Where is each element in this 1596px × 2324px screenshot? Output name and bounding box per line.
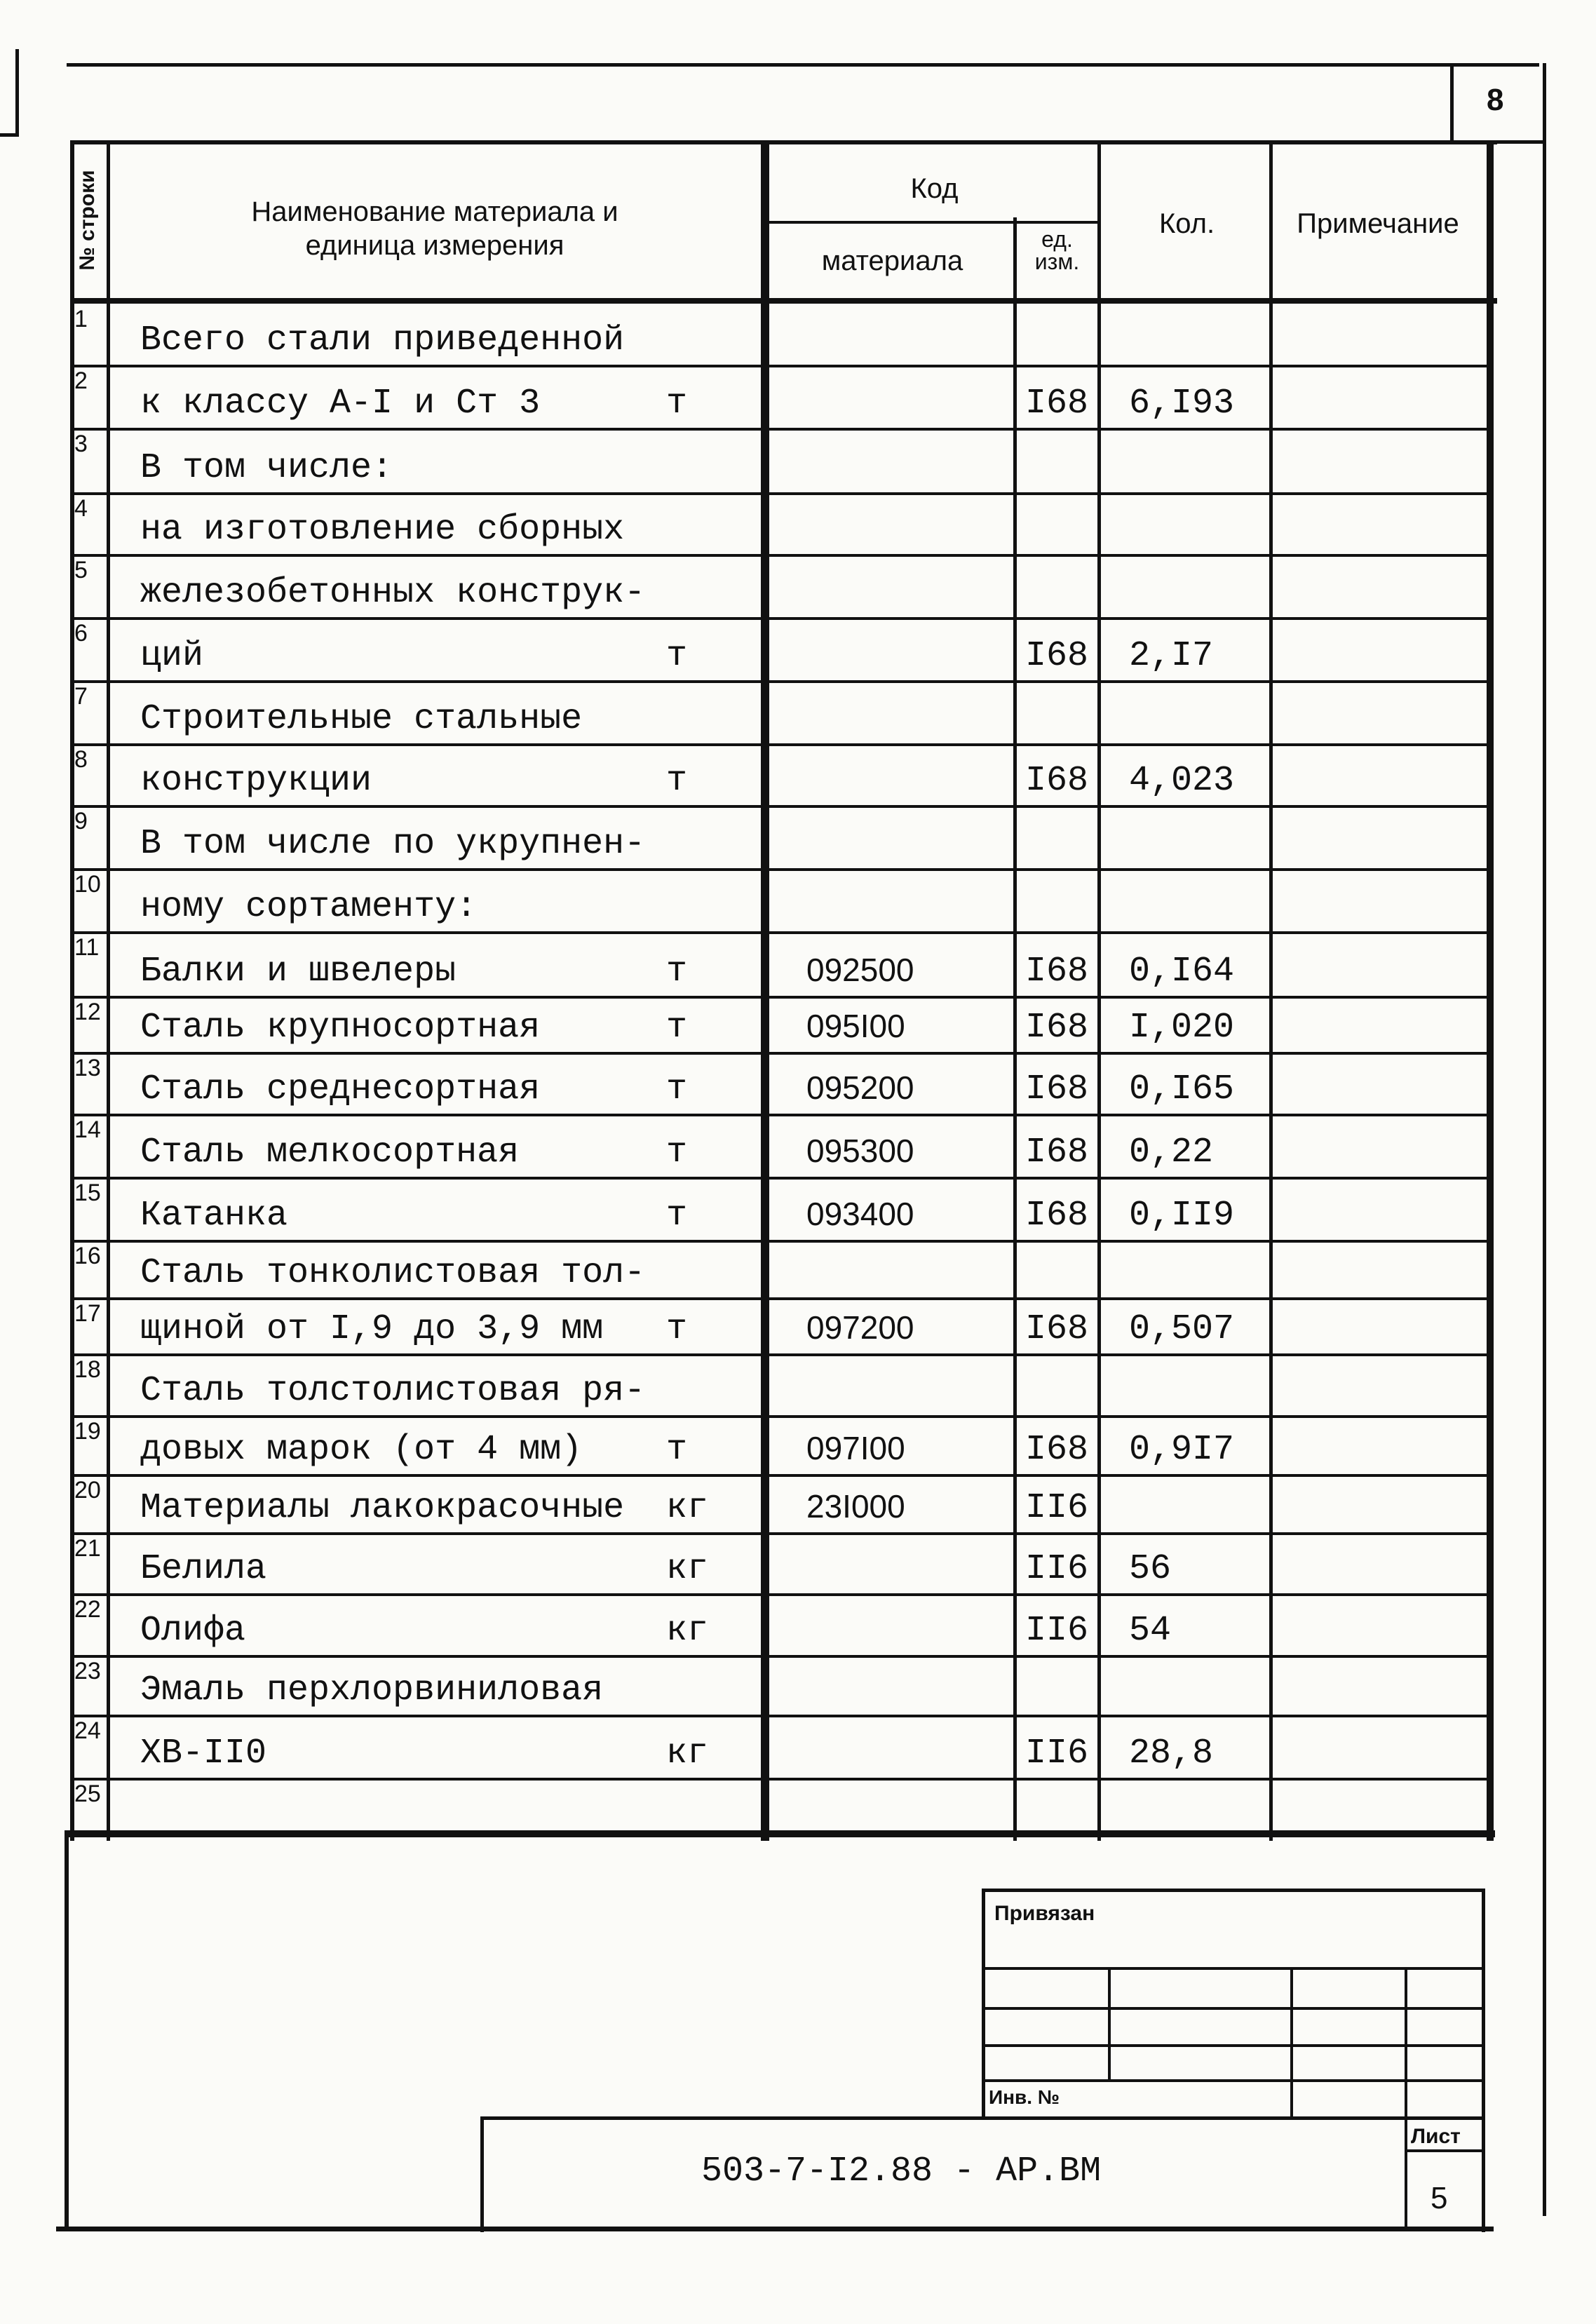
material-name: Олифа	[140, 1611, 246, 1651]
material-name: щиной от I,9 до 3,9 мм	[140, 1309, 604, 1349]
row-number: 24	[74, 1717, 101, 1744]
material-name: Строительные стальные	[140, 699, 583, 739]
table-row	[0, 1778, 1596, 1834]
sheet-corner-number: 8	[1487, 83, 1504, 117]
material-code: 095300	[806, 1133, 914, 1169]
header-note: Примечание	[1297, 208, 1459, 239]
row-number: 23	[74, 1658, 101, 1684]
row-number: 22	[74, 1596, 101, 1623]
table-row	[0, 680, 1596, 743]
header-qty: Кол.	[1158, 208, 1215, 239]
unit-code: I68	[1025, 1196, 1089, 1236]
quantity: 0,I65	[1129, 1069, 1235, 1109]
row-number: 1	[74, 306, 88, 332]
material-name: ному сортаменту:	[140, 887, 478, 927]
header-name: Наименование материала и единица измерения	[251, 196, 618, 261]
unit: кг	[666, 1488, 709, 1528]
table-row	[0, 1353, 1596, 1415]
material-name: Сталь мелкосортная	[140, 1133, 520, 1173]
top-border	[67, 63, 1539, 67]
material-code: 23I000	[806, 1488, 905, 1525]
material-code: 092500	[806, 952, 914, 988]
table-row	[0, 617, 1596, 680]
unit-code: I68	[1025, 1069, 1089, 1109]
material-name: Балки и швелеры	[140, 952, 457, 992]
material-name: конструкции	[140, 761, 372, 801]
material-code: 093400	[806, 1196, 914, 1232]
table-row	[0, 1474, 1596, 1532]
material-name: к классу А-I и Ст 3	[140, 384, 541, 424]
margin-line	[0, 49, 19, 137]
row-number: 21	[74, 1535, 101, 1562]
row-number: 20	[74, 1477, 101, 1504]
quantity: 4,023	[1129, 761, 1235, 801]
unit: т	[666, 1309, 688, 1349]
quantity: 56	[1129, 1549, 1172, 1589]
sheet-label: Лист	[1411, 2125, 1461, 2148]
table-row	[0, 1532, 1596, 1593]
quantity: 0,22	[1129, 1133, 1214, 1173]
unit-code: I68	[1025, 636, 1089, 676]
material-name: Материалы лакокрасочные	[140, 1488, 625, 1528]
material-code: 095200	[806, 1069, 914, 1106]
quantity: 6,I93	[1129, 384, 1235, 424]
unit: кг	[666, 1734, 709, 1774]
material-name: Сталь тонколистовая тол-	[140, 1253, 646, 1293]
material-name: Эмаль перхлорвиниловая	[140, 1670, 604, 1710]
table-row	[0, 1715, 1596, 1778]
table-row	[0, 428, 1596, 492]
unit-code: II6	[1025, 1549, 1089, 1589]
table-row	[0, 1052, 1596, 1114]
header-material: материала	[821, 245, 963, 276]
table-row	[0, 805, 1596, 868]
unit-code: I68	[1025, 1008, 1089, 1048]
material-name: Сталь среднесортная	[140, 1069, 541, 1109]
row-number: 18	[74, 1356, 101, 1383]
table-row	[0, 868, 1596, 931]
quantity: 54	[1129, 1611, 1172, 1651]
unit-code: I68	[1025, 761, 1089, 801]
material-name: Катанка	[140, 1196, 288, 1236]
table-row	[0, 743, 1596, 805]
unit: т	[666, 761, 688, 801]
row-number: 3	[74, 431, 88, 457]
unit-code: I68	[1025, 1430, 1089, 1470]
attached-label: Привязан	[994, 1902, 1095, 1925]
header-top-line	[74, 140, 1497, 144]
row-number: 7	[74, 683, 88, 710]
row-number: 8	[74, 746, 88, 773]
row-number: 16	[74, 1243, 101, 1269]
unit: кг	[666, 1549, 709, 1589]
row-number: 25	[74, 1781, 101, 1807]
unit-code: I68	[1025, 952, 1089, 992]
unit: кг	[666, 1611, 709, 1651]
row-number: 14	[74, 1116, 101, 1143]
unit-code: I68	[1025, 1133, 1089, 1173]
left-border	[65, 1832, 69, 2231]
header-unit-code: ед. изм.	[1034, 227, 1080, 274]
table-row	[0, 996, 1596, 1052]
unit: т	[666, 384, 688, 424]
material-name: довых марок (от 4 мм)	[140, 1430, 583, 1470]
material-name: ций	[140, 636, 204, 676]
row-number: 9	[74, 808, 88, 835]
quantity: 0,507	[1129, 1309, 1235, 1349]
unit: т	[666, 1430, 688, 1470]
quantity: 2,I7	[1129, 636, 1214, 676]
quantity: 0,I64	[1129, 952, 1235, 992]
unit: т	[666, 1133, 688, 1173]
unit: т	[666, 636, 688, 676]
header-code: Код	[910, 173, 959, 204]
sheet-number: 5	[1431, 2181, 1448, 2215]
material-code: 095I00	[806, 1008, 905, 1044]
row-number: 17	[74, 1300, 101, 1327]
row-number: 10	[74, 871, 101, 898]
unit: т	[666, 1069, 688, 1109]
material-name: на изготовление сборных	[140, 510, 625, 550]
material-name: Сталь крупносортная	[140, 1008, 541, 1048]
row-number: 11	[74, 934, 100, 961]
header-row-no: № строки	[76, 170, 99, 271]
table-row	[0, 1177, 1596, 1240]
table-row	[0, 303, 1596, 365]
material-name: Всего стали приведенной	[140, 320, 625, 360]
table-row	[0, 1297, 1596, 1353]
material-code: 097200	[806, 1309, 914, 1346]
unit: т	[666, 1008, 688, 1048]
row-number: 5	[74, 557, 88, 583]
inv-no-label: Инв. №	[989, 2086, 1060, 2108]
material-name: Сталь толстолистовая ря-	[140, 1371, 646, 1411]
material-code: 097I00	[806, 1430, 905, 1466]
row-number: 12	[74, 999, 101, 1025]
table-row	[0, 554, 1596, 617]
material-name: ХВ-II0	[140, 1734, 267, 1774]
quantity: I,020	[1129, 1008, 1235, 1048]
table-row	[0, 1114, 1596, 1177]
table-row	[0, 1593, 1596, 1655]
unit-code: I68	[1025, 384, 1089, 424]
unit: т	[666, 1196, 688, 1236]
quantity: 0,9I7	[1129, 1430, 1235, 1470]
unit-code: I68	[1025, 1309, 1089, 1349]
table-row	[0, 1655, 1596, 1715]
material-name: Белила	[140, 1549, 267, 1589]
row-number: 4	[74, 495, 88, 522]
material-name: железобетонных конструк-	[140, 573, 646, 613]
material-name: В том числе:	[140, 448, 393, 488]
row-number: 15	[74, 1180, 101, 1206]
row-number: 6	[74, 620, 88, 647]
document-code: 503-7-I2.88 - АР.ВМ	[701, 2151, 1102, 2191]
bottom-border	[56, 2227, 1494, 2231]
unit-code: II6	[1025, 1611, 1089, 1651]
row-number: 13	[74, 1055, 101, 1081]
quantity: 0,II9	[1129, 1196, 1235, 1236]
table-row	[0, 931, 1596, 996]
row-number: 19	[74, 1418, 101, 1445]
table-row	[0, 365, 1596, 428]
quantity: 28,8	[1129, 1734, 1214, 1774]
row-number: 2	[74, 367, 88, 394]
table-row	[0, 492, 1596, 554]
unit-code: II6	[1025, 1734, 1089, 1774]
unit-code: II6	[1025, 1488, 1089, 1528]
table-row	[0, 1415, 1596, 1474]
table-row	[0, 1240, 1596, 1297]
unit: т	[666, 952, 688, 992]
material-name: В том числе по укрупнен-	[140, 824, 646, 864]
